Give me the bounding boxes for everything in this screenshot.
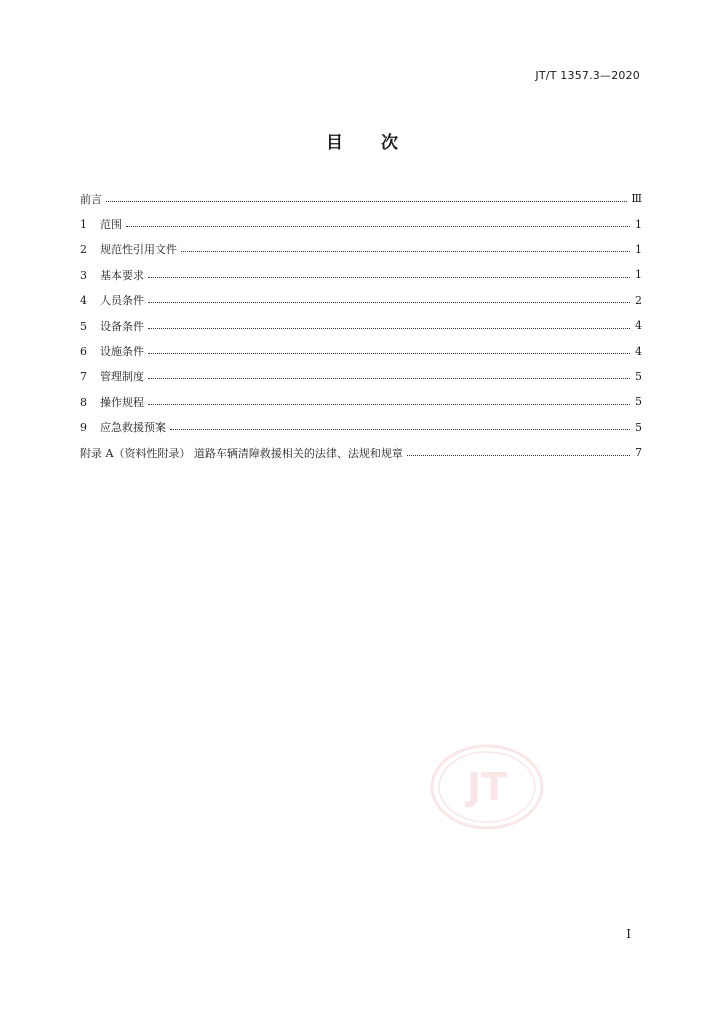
toc-entry-label: 规范性引用文件 [100,243,177,257]
toc-leader-dots [148,327,630,329]
toc-leader-dots [148,352,630,354]
toc-entry-8[interactable] [80,389,642,414]
toc-entry-number: 5 [80,319,87,333]
toc-title [0,128,724,153]
toc-entry-label: 基本要求 [100,268,144,282]
toc-entry-page: 4 [635,319,642,333]
toc-leader-dots [407,454,630,456]
toc-entry-label: 应急救援预案 [100,421,166,435]
toc-entry-label: 设施条件 [100,345,144,359]
toc-entry-number: 3 [80,268,87,282]
toc-entry-page: 1 [635,217,642,231]
toc-entry-annex-a[interactable] [80,440,642,465]
toc-entry-label: 设备条件 [100,319,144,333]
toc-leader-dots [148,403,630,405]
toc-entry-page: 4 [635,344,642,358]
toc-entry-page: 5 [635,420,642,434]
toc-title-char-1: 目 [326,133,343,153]
toc-entry-3[interactable] [80,262,642,287]
toc-entry-label: 范围 [100,218,122,232]
toc-entry-4[interactable] [80,288,642,313]
page-number: I [626,927,631,941]
toc-entry-2[interactable] [80,237,642,262]
toc-leader-dots [148,377,630,379]
toc-entry-6[interactable] [80,338,642,363]
toc-entry-number: 6 [80,345,87,359]
toc-entry-label: 管理制度 [100,370,144,384]
toc-entry-number: 7 [80,370,87,384]
toc-entry-number: 2 [80,243,87,257]
toc-leader-dots [126,225,630,227]
toc-leader-dots [181,250,630,252]
toc-leader-dots [148,301,630,303]
toc-entry-1[interactable] [80,211,642,236]
toc-entry-number: 1 [80,218,87,232]
standard-code: JT/T 1357.3—2020 [535,69,640,82]
toc-leader-dots [106,200,627,202]
toc-entry-page: 5 [635,395,642,409]
toc-entry-label: 前言 [80,192,102,206]
watermark-text: JT [466,765,508,809]
toc-entry-page: 1 [635,268,642,282]
toc-entry-label: 人员条件 [100,294,144,308]
jt-watermark-logo [430,744,544,830]
toc-entry-foreword[interactable] [80,186,642,211]
toc-entry-label: 操作规程 [100,395,144,409]
toc-entry-page: 7 [635,446,642,460]
toc-leader-dots [148,276,630,278]
toc-entry-9[interactable] [80,415,642,440]
toc-entry-5[interactable] [80,313,642,338]
toc-title-char-2: 次 [381,133,398,153]
toc-entry-page: 5 [635,369,642,383]
toc-entry-page: 2 [635,293,642,307]
toc-entry-number: 9 [80,421,87,435]
toc-entry-number: 8 [80,395,87,409]
toc-entry-page: 1 [635,242,642,256]
toc-leader-dots [170,428,630,430]
toc-entry-number: 4 [80,294,87,308]
toc-entry-page: Ⅲ [631,192,642,206]
toc-entry-7[interactable] [80,364,642,389]
table-of-contents [80,186,642,465]
toc-entry-label: 附录 A（资料性附录） 道路车辆清障救援相关的法律、法规和规章 [80,446,403,460]
